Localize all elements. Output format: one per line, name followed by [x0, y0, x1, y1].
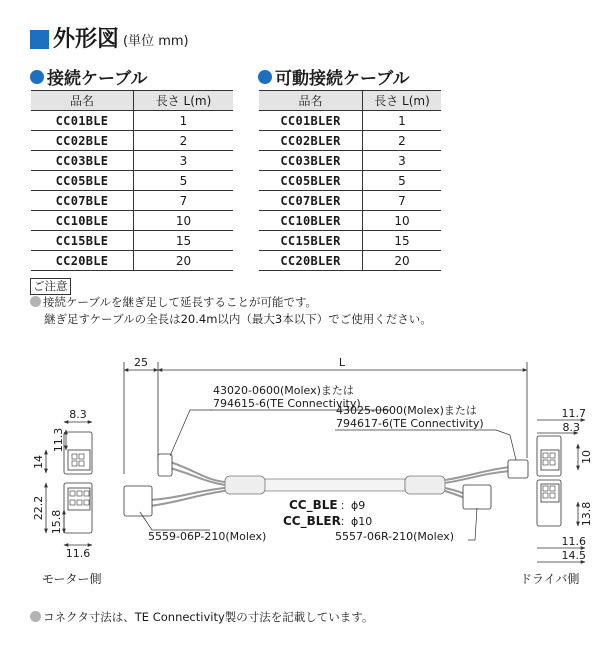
caution-line-1 [30, 294, 317, 311]
dim-8-3-left: 8.3 [69, 408, 87, 421]
product-name-cell: CC01BLER [259, 111, 363, 131]
outline-drawing [0, 340, 616, 600]
length-cell: 15 [363, 231, 442, 251]
dim-13-8-right: 13.8 [580, 501, 593, 527]
table-row [31, 171, 233, 191]
driver-power-connector [463, 485, 491, 509]
driver-bottom-part: 5557-06R-210(Molex) [335, 530, 455, 543]
dim-11-3-left: 11.3 [52, 427, 65, 453]
table-row [31, 231, 233, 251]
length-cell: 7 [363, 191, 442, 211]
table-row [259, 191, 441, 211]
right-spec-table [259, 90, 441, 271]
caution-line-2: 継ぎ足すケーブルの全長は20.4m以内（最大3本以下）でご使用ください。 [44, 312, 432, 326]
table-header-row [259, 91, 441, 111]
table-row [259, 211, 441, 231]
cable-ble-dia: ：ϕ9 [340, 499, 366, 512]
page-title [30, 28, 189, 52]
length-cell: 20 [363, 251, 442, 271]
length-cell: 2 [363, 131, 442, 151]
product-name-cell: CC01BLE [31, 111, 134, 131]
driver-top-part-2: 794617-6(TE Connectivity) [336, 417, 484, 430]
product-name-cell: CC05BLE [31, 171, 134, 191]
motor-power-connector [124, 486, 152, 516]
length-cell: 5 [363, 171, 442, 191]
table-row [259, 131, 441, 151]
table-row [259, 171, 441, 191]
dim-11-7-right: 11.7 [561, 407, 586, 420]
table-row [259, 151, 441, 171]
sleeve-left [225, 476, 265, 494]
length-cell: 1 [363, 111, 442, 131]
title-unit: (単位 mm) [123, 34, 189, 49]
length-cell: 3 [363, 151, 442, 171]
table-row [31, 151, 233, 171]
title-main: 外形図 [53, 27, 120, 52]
motor-top-part-1: 43020-0600(Molex)または [213, 384, 354, 397]
col-name-header: 品名 [259, 91, 363, 111]
left-table-heading-text: 接続ケーブル [47, 69, 148, 89]
driver-side-label: ドライバ側 [520, 572, 580, 586]
footnote-text: コネクタ寸法は、TE Connectivity製の寸法を記載しています。 [43, 610, 374, 624]
length-cell: 5 [134, 171, 234, 191]
length-cell: 10 [363, 211, 442, 231]
dim-10-right: 10 [580, 450, 593, 464]
table-row [31, 251, 233, 271]
length-cell: 15 [134, 231, 234, 251]
product-name-cell: CC03BLE [31, 151, 134, 171]
table-row [31, 131, 233, 151]
caution-tag: ご注意 [30, 278, 71, 295]
product-name-cell: CC07BLE [31, 191, 134, 211]
cable-bler-label: CC_BLER [283, 514, 341, 528]
dim-11-6-left: 11.6 [65, 547, 91, 560]
motor-side-label: モーター側 [42, 572, 102, 586]
dim-15-8-left: 15.8 [50, 509, 63, 535]
motor-connector-inner [68, 450, 90, 470]
dim-L-label: L [338, 356, 346, 369]
title-square-icon [30, 30, 49, 49]
table-row [31, 211, 233, 231]
length-cell: 20 [134, 251, 234, 271]
left-spec-table [31, 90, 233, 271]
product-name-cell: CC15BLER [259, 231, 363, 251]
table-row [31, 111, 233, 131]
table-row [31, 191, 233, 211]
product-name-cell: CC10BLER [259, 211, 363, 231]
col-length-header: 長さ L(m) [363, 91, 442, 111]
product-name-cell: CC20BLER [259, 251, 363, 271]
right-table-heading-text: 可動接続ケーブル [275, 69, 410, 89]
dim-22-2-left: 22.2 [32, 495, 45, 521]
product-name-cell: CC10BLE [31, 211, 134, 231]
length-cell: 2 [134, 131, 234, 151]
sleeve-right [405, 476, 445, 494]
driver-connector-outline-bottom [537, 480, 561, 526]
motor-top-part-2: 794615-6(TE Connectivity) [213, 397, 361, 410]
length-cell: 1 [134, 111, 234, 131]
col-length-header: 長さ L(m) [134, 91, 234, 111]
length-cell: 3 [134, 151, 234, 171]
right-table-heading [258, 64, 409, 89]
product-name-cell: CC02BLER [259, 131, 363, 151]
caution-line-1-text: 接続ケーブルを継ぎ足して延長することが可能です。 [43, 295, 318, 309]
dim-8-3-right: 8.3 [562, 421, 580, 434]
product-name-cell: CC02BLE [31, 131, 134, 151]
dim-11-6-right: 11.6 [561, 535, 586, 548]
length-cell: 10 [134, 211, 234, 231]
col-name-header: 品名 [31, 91, 134, 111]
dim-25-label: 25 [134, 356, 148, 369]
table-header-row [31, 91, 233, 111]
table-row [259, 251, 441, 271]
motor-bottom-part: 5559-06P-210(Molex) [148, 530, 267, 543]
product-name-cell: CC15BLE [31, 231, 134, 251]
product-name-cell: CC05BLER [259, 171, 363, 191]
gray-bullet-icon [30, 611, 41, 622]
motor-small-connector [158, 454, 172, 476]
cable-body [265, 479, 405, 491]
driver-small-connector [508, 460, 528, 478]
bullet-icon [30, 70, 44, 84]
table-row [259, 231, 441, 251]
dim-14-5-right: 14.5 [561, 549, 586, 562]
footnote [30, 609, 373, 626]
driver-top-part-1: 43025-0600(Molex)または [336, 404, 477, 417]
product-name-cell: CC07BLER [259, 191, 363, 211]
product-name-cell: CC20BLE [31, 251, 134, 271]
bullet-icon [258, 70, 272, 84]
cable-bler-dia: ：ϕ10 [340, 515, 373, 528]
left-table-heading [30, 64, 147, 89]
cable-ble-label: CC_BLE [289, 498, 338, 512]
table-row [259, 111, 441, 131]
length-cell: 7 [134, 191, 234, 211]
product-name-cell: CC03BLER [259, 151, 363, 171]
dim-14-left: 14 [32, 455, 45, 469]
gray-bullet-icon [30, 296, 41, 307]
